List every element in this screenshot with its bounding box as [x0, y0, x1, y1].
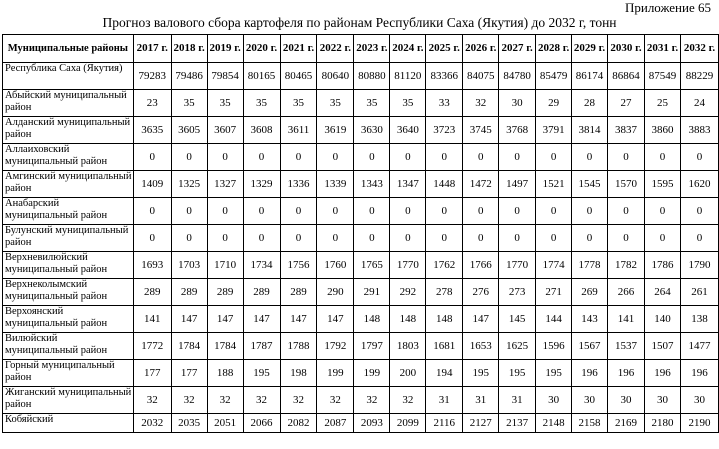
table-cell: 148: [426, 306, 463, 333]
table-cell: 1325: [171, 171, 207, 198]
table-cell: 0: [680, 144, 718, 171]
table-cell: 32: [171, 387, 207, 414]
table-cell: 31: [499, 387, 536, 414]
table-cell: 28: [572, 90, 608, 117]
table-cell: 3883: [680, 117, 718, 144]
table-cell: 1537: [608, 333, 645, 360]
table-cell: 86174: [572, 63, 608, 90]
column-header-year: 2030 г.: [608, 35, 645, 63]
table-cell: 0: [390, 225, 426, 252]
table-cell: 1681: [426, 333, 463, 360]
table-cell: 1797: [354, 333, 390, 360]
table-cell: 2190: [680, 414, 718, 433]
table-cell: 2137: [499, 414, 536, 433]
district-name: Алданский муниципальный район: [3, 117, 134, 144]
table-cell: 0: [572, 198, 608, 225]
table-cell: 194: [426, 360, 463, 387]
table-cell: 0: [680, 225, 718, 252]
table-cell: 0: [354, 144, 390, 171]
table-cell: 1703: [171, 252, 207, 279]
table-cell: 0: [280, 198, 317, 225]
table-cell: 81120: [390, 63, 426, 90]
table-cell: 3745: [463, 117, 499, 144]
table-cell: 1792: [317, 333, 354, 360]
table-cell: 0: [171, 144, 207, 171]
table-cell: 3837: [608, 117, 645, 144]
table-cell: 33: [426, 90, 463, 117]
table-cell: 292: [390, 279, 426, 306]
table-cell: 188: [207, 360, 243, 387]
table-cell: 0: [390, 198, 426, 225]
table-cell: 1784: [171, 333, 207, 360]
column-header-year: 2021 г.: [280, 35, 317, 63]
table-cell: 3607: [207, 117, 243, 144]
table-cell: 2169: [608, 414, 645, 433]
table-row: [3, 171, 719, 198]
table-cell: 2093: [354, 414, 390, 433]
table-cell: 1770: [390, 252, 426, 279]
table-cell: 147: [280, 306, 317, 333]
table-cell: 3640: [390, 117, 426, 144]
table-cell: 1762: [426, 252, 463, 279]
table-cell: 0: [243, 144, 280, 171]
column-header-year: 2023 г.: [354, 35, 390, 63]
table-cell: 79854: [207, 63, 243, 90]
table-row: [3, 63, 719, 90]
table-cell: 0: [280, 144, 317, 171]
table-cell: 145: [499, 306, 536, 333]
table-cell: 196: [680, 360, 718, 387]
table-cell: 195: [536, 360, 572, 387]
column-header-year: 2017 г.: [133, 35, 171, 63]
table-cell: 0: [608, 198, 645, 225]
table-cell: 266: [608, 279, 645, 306]
table-cell: 32: [390, 387, 426, 414]
district-name: Анабарский муниципальный район: [3, 198, 134, 225]
table-cell: 0: [463, 225, 499, 252]
table-cell: 30: [644, 387, 680, 414]
table-cell: 30: [608, 387, 645, 414]
table-cell: 0: [608, 144, 645, 171]
table-cell: 35: [317, 90, 354, 117]
table-cell: 196: [572, 360, 608, 387]
table-cell: 195: [243, 360, 280, 387]
table-cell: 0: [207, 198, 243, 225]
table-row: [3, 117, 719, 144]
table-cell: 0: [572, 225, 608, 252]
table-cell: 30: [536, 387, 572, 414]
table-cell: 290: [317, 279, 354, 306]
table-row: [3, 360, 719, 387]
table-cell: 198: [280, 360, 317, 387]
column-header-districts: Муниципальные районы: [3, 35, 134, 63]
table-cell: 0: [171, 198, 207, 225]
table-cell: 2116: [426, 414, 463, 433]
table-cell: 2180: [644, 414, 680, 433]
table-cell: 35: [354, 90, 390, 117]
table-cell: 2066: [243, 414, 280, 433]
table-cell: 1784: [207, 333, 243, 360]
table-cell: 1770: [499, 252, 536, 279]
table-cell: 0: [426, 144, 463, 171]
table-cell: 0: [317, 144, 354, 171]
table-cell: 0: [680, 198, 718, 225]
column-header-year: 2028 г.: [536, 35, 572, 63]
district-name: Вилюйский муниципальный район: [3, 333, 134, 360]
table-cell: 3605: [171, 117, 207, 144]
table-cell: 177: [133, 360, 171, 387]
table-cell: 0: [207, 225, 243, 252]
table-cell: 1570: [608, 171, 645, 198]
table-cell: 0: [499, 225, 536, 252]
table-cell: 1521: [536, 171, 572, 198]
table-cell: 1347: [390, 171, 426, 198]
table-cell: 291: [354, 279, 390, 306]
table-cell: 0: [354, 225, 390, 252]
table-cell: 3611: [280, 117, 317, 144]
table-cell: 200: [390, 360, 426, 387]
table-cell: 3635: [133, 117, 171, 144]
table-row: [3, 333, 719, 360]
table-cell: 1653: [463, 333, 499, 360]
table-cell: 1790: [680, 252, 718, 279]
table-cell: 1497: [499, 171, 536, 198]
table-cell: 1772: [133, 333, 171, 360]
table-cell: 1339: [317, 171, 354, 198]
table-cell: 85479: [536, 63, 572, 90]
table-cell: 0: [644, 198, 680, 225]
table-cell: 3814: [572, 117, 608, 144]
table-cell: 2032: [133, 414, 171, 433]
table-cell: 0: [133, 225, 171, 252]
table-cell: 32: [207, 387, 243, 414]
column-header-year: 2022 г.: [317, 35, 354, 63]
table-cell: 1448: [426, 171, 463, 198]
table-cell: 273: [499, 279, 536, 306]
table-cell: 196: [608, 360, 645, 387]
table-cell: 278: [426, 279, 463, 306]
table-cell: 0: [354, 198, 390, 225]
district-name: Амгинский муниципальный район: [3, 171, 134, 198]
table-cell: 80880: [354, 63, 390, 90]
table-cell: 1507: [644, 333, 680, 360]
table-cell: 0: [426, 225, 463, 252]
column-header-year: 2025 г.: [426, 35, 463, 63]
table-cell: 31: [463, 387, 499, 414]
table-cell: 84075: [463, 63, 499, 90]
table-cell: 276: [463, 279, 499, 306]
district-name: Абыйский муниципальный район: [3, 90, 134, 117]
table-cell: 3723: [426, 117, 463, 144]
district-name: Республика Саха (Якутия): [3, 63, 134, 90]
table-cell: 1343: [354, 171, 390, 198]
table-cell: 1778: [572, 252, 608, 279]
table-cell: 147: [243, 306, 280, 333]
table-cell: 35: [390, 90, 426, 117]
table-row: [3, 144, 719, 171]
table-cell: 143: [572, 306, 608, 333]
table-cell: 1409: [133, 171, 171, 198]
table-cell: 199: [354, 360, 390, 387]
table-cell: 1336: [280, 171, 317, 198]
table-cell: 80165: [243, 63, 280, 90]
district-name: Жиганский муниципальный район: [3, 387, 134, 414]
table-cell: 27: [608, 90, 645, 117]
table-cell: 1545: [572, 171, 608, 198]
table-cell: 147: [463, 306, 499, 333]
table-row: [3, 279, 719, 306]
table-cell: 147: [207, 306, 243, 333]
table-cell: 271: [536, 279, 572, 306]
table-cell: 289: [133, 279, 171, 306]
table-cell: 148: [390, 306, 426, 333]
table-cell: 199: [317, 360, 354, 387]
district-name: Горный муниципальный район: [3, 360, 134, 387]
table-cell: 1710: [207, 252, 243, 279]
table-cell: 32: [354, 387, 390, 414]
table-cell: 32: [243, 387, 280, 414]
table-cell: 1760: [317, 252, 354, 279]
table-cell: 1329: [243, 171, 280, 198]
table-cell: 144: [536, 306, 572, 333]
table-cell: 83366: [426, 63, 463, 90]
table-cell: 141: [608, 306, 645, 333]
column-header-year: 2032 г.: [680, 35, 718, 63]
table-cell: 2035: [171, 414, 207, 433]
table-cell: 2082: [280, 414, 317, 433]
table-cell: 264: [644, 279, 680, 306]
table-header-row: [3, 35, 719, 63]
column-header-year: 2029 г.: [572, 35, 608, 63]
table-cell: 0: [536, 144, 572, 171]
table-cell: 80465: [280, 63, 317, 90]
table-cell: 1787: [243, 333, 280, 360]
table-cell: 0: [317, 225, 354, 252]
district-name: Булунский муниципальный район: [3, 225, 134, 252]
table-cell: 148: [354, 306, 390, 333]
table-cell: 196: [644, 360, 680, 387]
table-cell: 1620: [680, 171, 718, 198]
table-cell: 1567: [572, 333, 608, 360]
table-cell: 0: [207, 144, 243, 171]
table-cell: 147: [317, 306, 354, 333]
table-cell: 31: [426, 387, 463, 414]
table-cell: 3791: [536, 117, 572, 144]
table-cell: 1786: [644, 252, 680, 279]
table-cell: 1327: [207, 171, 243, 198]
table-row: [3, 225, 719, 252]
table-cell: 86864: [608, 63, 645, 90]
district-name: Верхневилюйский муниципальный район: [3, 252, 134, 279]
table-cell: 0: [572, 144, 608, 171]
page-title: Прогноз валового сбора картофеля по районам Республики Саха (Якутия) до 2032 г, тонн: [102, 15, 617, 30]
table-cell: 0: [280, 225, 317, 252]
table-cell: 0: [133, 144, 171, 171]
table-cell: 1788: [280, 333, 317, 360]
forecast-table: [2, 34, 719, 433]
table-row: [3, 252, 719, 279]
table-cell: 0: [608, 225, 645, 252]
table-cell: 0: [644, 144, 680, 171]
table-cell: 35: [243, 90, 280, 117]
table-cell: 1774: [536, 252, 572, 279]
table-cell: 3768: [499, 117, 536, 144]
column-header-year: 2019 г.: [207, 35, 243, 63]
table-cell: 289: [280, 279, 317, 306]
table-cell: 32: [280, 387, 317, 414]
table-row: [3, 198, 719, 225]
table-cell: 141: [133, 306, 171, 333]
table-cell: 2051: [207, 414, 243, 433]
table-row: [3, 387, 719, 414]
table-cell: 30: [680, 387, 718, 414]
table-row: [3, 414, 719, 433]
column-header-year: 2024 г.: [390, 35, 426, 63]
table-cell: 2127: [463, 414, 499, 433]
district-name: Верхнеколымский муниципальный район: [3, 279, 134, 306]
table-cell: 1782: [608, 252, 645, 279]
table-cell: 1477: [680, 333, 718, 360]
column-header-year: 2018 г.: [171, 35, 207, 63]
table-cell: 1765: [354, 252, 390, 279]
appendix-label: Приложение 65: [624, 0, 711, 15]
table-cell: 3630: [354, 117, 390, 144]
table-cell: 25: [644, 90, 680, 117]
table-cell: 23: [133, 90, 171, 117]
column-header-year: 2031 г.: [644, 35, 680, 63]
table-cell: 2099: [390, 414, 426, 433]
district-name: Кобяйский: [3, 414, 134, 433]
table-cell: 3608: [243, 117, 280, 144]
table-cell: 195: [463, 360, 499, 387]
column-header-year: 2027 г.: [499, 35, 536, 63]
table-cell: 32: [317, 387, 354, 414]
table-cell: 1803: [390, 333, 426, 360]
table-cell: 0: [243, 198, 280, 225]
table-cell: 35: [207, 90, 243, 117]
table-cell: 1693: [133, 252, 171, 279]
table-cell: 35: [171, 90, 207, 117]
table-cell: 29: [536, 90, 572, 117]
table-cell: 0: [426, 198, 463, 225]
table-cell: 140: [644, 306, 680, 333]
table-cell: 0: [644, 225, 680, 252]
table-cell: 0: [536, 225, 572, 252]
table-cell: 0: [463, 198, 499, 225]
table-cell: 289: [243, 279, 280, 306]
table-row: [3, 306, 719, 333]
table-cell: 3619: [317, 117, 354, 144]
table-cell: 177: [171, 360, 207, 387]
table-cell: 1595: [644, 171, 680, 198]
table-cell: 289: [171, 279, 207, 306]
table-cell: 1625: [499, 333, 536, 360]
table-cell: 0: [499, 198, 536, 225]
table-body: [3, 63, 719, 433]
table-cell: 80640: [317, 63, 354, 90]
table-cell: 289: [207, 279, 243, 306]
table-cell: 0: [390, 144, 426, 171]
table-cell: 1756: [280, 252, 317, 279]
table-cell: 0: [463, 144, 499, 171]
table-cell: 0: [536, 198, 572, 225]
table-cell: 1766: [463, 252, 499, 279]
table-cell: 2158: [572, 414, 608, 433]
table-cell: 32: [133, 387, 171, 414]
table-row: [3, 90, 719, 117]
table-cell: 84780: [499, 63, 536, 90]
column-header-year: 2020 г.: [243, 35, 280, 63]
table-cell: 147: [171, 306, 207, 333]
table-cell: 1596: [536, 333, 572, 360]
table-cell: 79283: [133, 63, 171, 90]
district-name: Верхоянский муниципальный район: [3, 306, 134, 333]
table-cell: 2148: [536, 414, 572, 433]
table-cell: 32: [463, 90, 499, 117]
table-cell: 35: [280, 90, 317, 117]
table-cell: 30: [499, 90, 536, 117]
table-cell: 0: [133, 198, 171, 225]
table-cell: 0: [499, 144, 536, 171]
table-cell: 30: [572, 387, 608, 414]
table-cell: 138: [680, 306, 718, 333]
table-cell: 88229: [680, 63, 718, 90]
table-cell: 261: [680, 279, 718, 306]
table-cell: 1734: [243, 252, 280, 279]
table-cell: 3860: [644, 117, 680, 144]
column-header-year: 2026 г.: [463, 35, 499, 63]
table-cell: 2087: [317, 414, 354, 433]
table-cell: 195: [499, 360, 536, 387]
table-cell: 24: [680, 90, 718, 117]
district-name: Аллаиховский муниципальный район: [3, 144, 134, 171]
table-cell: 87549: [644, 63, 680, 90]
table-cell: 0: [243, 225, 280, 252]
table-cell: 269: [572, 279, 608, 306]
table-cell: 0: [317, 198, 354, 225]
table-cell: 1472: [463, 171, 499, 198]
table-cell: 0: [171, 225, 207, 252]
table-cell: 79486: [171, 63, 207, 90]
